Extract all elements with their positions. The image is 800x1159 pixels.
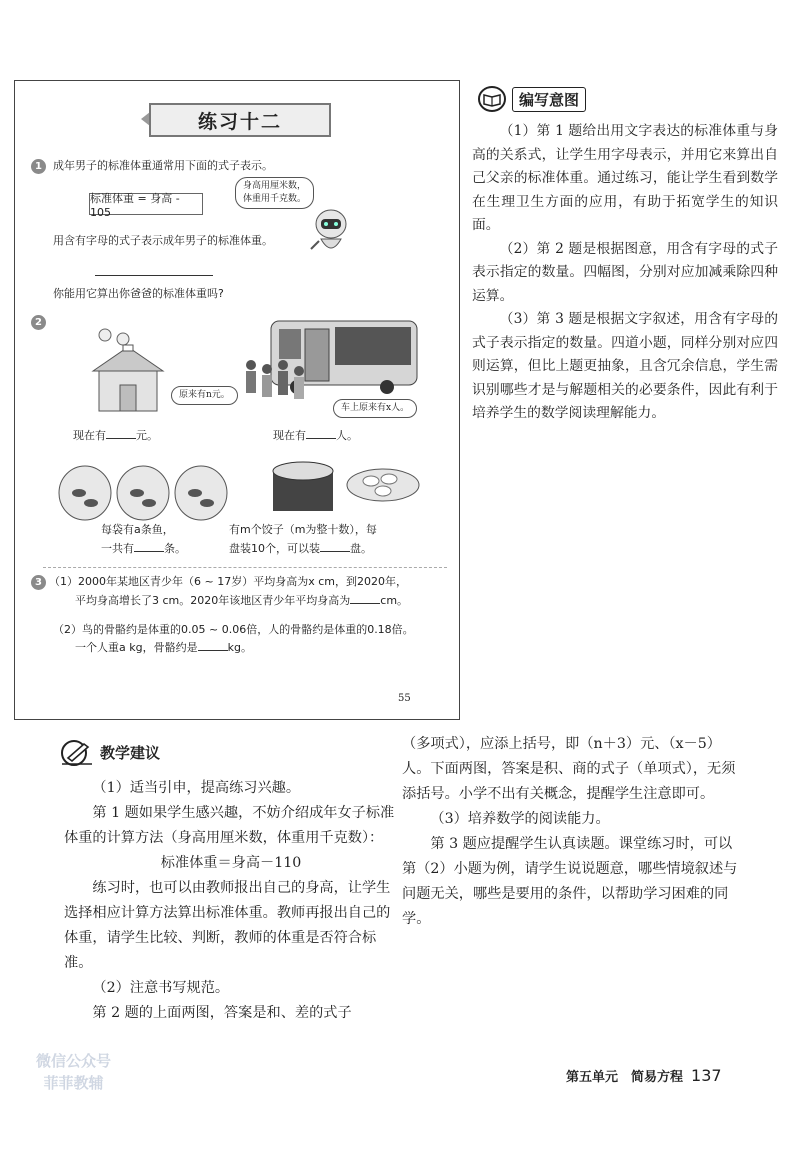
q1-formula: 标准体重 = 身高 - 105 [89, 193, 203, 215]
advice-paragraph: 第 2 题的上面两图，答案是和、差的式子 [92, 1005, 352, 1021]
advice-paragraph: （2）注意书写规范。 [92, 980, 230, 996]
answer-blank [306, 438, 336, 439]
intent-heading [478, 86, 586, 112]
q1-intro: 成年男子的标准体重通常用下面的式子表示。 [53, 159, 273, 172]
q2-money-text [73, 428, 158, 443]
q2-fish-line2 [101, 541, 186, 556]
text-part: cm。 [380, 594, 409, 607]
advice-paragraph: 第 3 题应提醒学生认真读题。课堂练习时，可以第（2）小题为例，请学生说说题意，哪些情境叙述与问题无关，哪些是要用的条件，以帮助学习困难的同学。 [402, 836, 738, 927]
advice-paragraph: （1）适当引申，提高练习兴趣。 [92, 780, 301, 796]
passengers-icon [241, 357, 311, 415]
q2-people-text [273, 428, 358, 443]
q2-bubble-money: 原来有n元。 [171, 386, 238, 405]
answer-blank [95, 275, 213, 276]
q1-task: 用含有字母的式子表示成年男子的标准体重。 [53, 234, 273, 247]
inner-page-number: 55 [398, 693, 411, 704]
unit-title: 第五单元 简易方程 [566, 1070, 684, 1085]
answer-blank [350, 603, 380, 604]
pen-circle-icon [60, 738, 94, 766]
text-part: 条。 [164, 542, 186, 555]
bubble-line: 体重用千克数。 [243, 194, 307, 204]
q2-fish-line1: 每袋有a条鱼， [101, 523, 174, 536]
text-part: 现在有 [73, 429, 106, 442]
divider [43, 567, 447, 568]
q3-part1-line1: （1）2000年某地区青少年（6 ~ 17岁）平均身高为x cm，到2020年， [49, 575, 407, 588]
q1-question: 你能用它算出你爸爸的标准体重吗? [53, 287, 224, 300]
text-part: 元。 [136, 429, 158, 442]
robot-icon [309, 207, 353, 259]
watermark [36, 1050, 111, 1094]
advice-heading [60, 738, 160, 766]
answer-blank [134, 551, 164, 552]
watermark-line: 微信公众号 [36, 1052, 112, 1070]
intent-paragraph: （2）第 2 题是根据图意，用含有字母的式子表示指定的数量。四幅图，分别对应加减乘除四种运算。 [472, 240, 778, 304]
watermark-line: 菲菲教辅 [43, 1074, 104, 1092]
q2-dumpling-line2 [229, 541, 372, 556]
question-number-2: 2 [31, 315, 46, 330]
text-part: 一共有 [101, 542, 134, 555]
advice-paragraph: 练习时，也可以由教师报出自己的身高，让学生选择相应计算方法算出标准体重。教师再报出自己的体重，请学生比较、判断，教师的体重是否符合标准。 [64, 880, 391, 971]
open-book-icon [478, 86, 506, 112]
advice-paragraph: （3）培养数学的阅读能力。 [430, 811, 610, 827]
advice-heading-label: 教学建议 [100, 743, 161, 762]
bubble-line: 身高用厘米数， [243, 181, 307, 191]
text-part: 平均身高增长了3 cm。2020年该地区青少年平均身高为 [75, 594, 351, 607]
advice-right-column [402, 732, 744, 932]
q3-part2-line2 [75, 640, 252, 655]
page-number: 137 [691, 1066, 722, 1085]
text-part: 现在有 [273, 429, 306, 442]
intent-heading-label: 编写意图 [512, 87, 586, 112]
intent-paragraph: （3）第 3 题是根据文字叙述，用含有字母的式子表示指定的数量。四道小题，同样分别对应四则运算，但比上题更抽象，且含冗余信息，学生需识别哪些才是与解题相关的必要条件，因此有利于培养学生的数学阅读理解能力。 [472, 311, 778, 421]
question-number-3: 3 [31, 575, 46, 590]
q2-bubble-passengers: 车上原来有x人。 [333, 399, 417, 418]
intent-text [472, 120, 778, 426]
answer-blank [106, 438, 136, 439]
exercise-title: 练习十二 [149, 103, 331, 137]
advice-left-column [64, 776, 398, 1026]
page-footer [566, 1066, 722, 1085]
text-part: 一个人重a kg，骨骼约是 [75, 641, 198, 654]
text-part: 盘装10个，可以装 [229, 542, 320, 555]
text-part: 人。 [336, 429, 358, 442]
piggy-bank-house-icon [87, 343, 169, 413]
question-number-1: 1 [31, 159, 46, 174]
advice-paragraph: 第 1 题如果学生感兴趣，不妨介绍成年女子标准体重的计算方法（身高用厘米数，体重用千克数）： [64, 805, 395, 846]
textbook-page-inset [14, 80, 460, 720]
q1-speech-bubble [235, 177, 314, 209]
advice-paragraph: （多项式），应添上括号，即（n＋3）元、（x－5）人。下面两图，答案是积、商的式子（单项式），无须添括号。小学不出有关概念，提醒学生注意即可。 [402, 736, 736, 802]
q3-part2-line1: （2）鸟的骨骼约是体重的0.05 ~ 0.06倍，人的骨骼约是体重的0.18倍。 [53, 623, 414, 636]
q3-part1-line2 [75, 593, 408, 608]
text-part: kg。 [227, 641, 252, 654]
text-part: 盘。 [350, 542, 372, 555]
dumplings-icon [267, 451, 427, 517]
advice-formula: 标准体重＝身高－110 [160, 855, 302, 871]
q2-dumpling-line1: 有m个饺子（m为整十数），每 [229, 523, 377, 536]
intent-paragraph: （1）第 1 题给出用文字表达的标准体重与身高的关系式，让学生用字母表示，并用它来算出自己父亲的标准体重。通过练习，能让学生看到数学在生理卫生方面的应用，有助于拓宽学生的知识面。 [472, 123, 778, 233]
answer-blank [198, 650, 228, 651]
fish-bags-icon [57, 453, 233, 523]
answer-blank [320, 551, 350, 552]
